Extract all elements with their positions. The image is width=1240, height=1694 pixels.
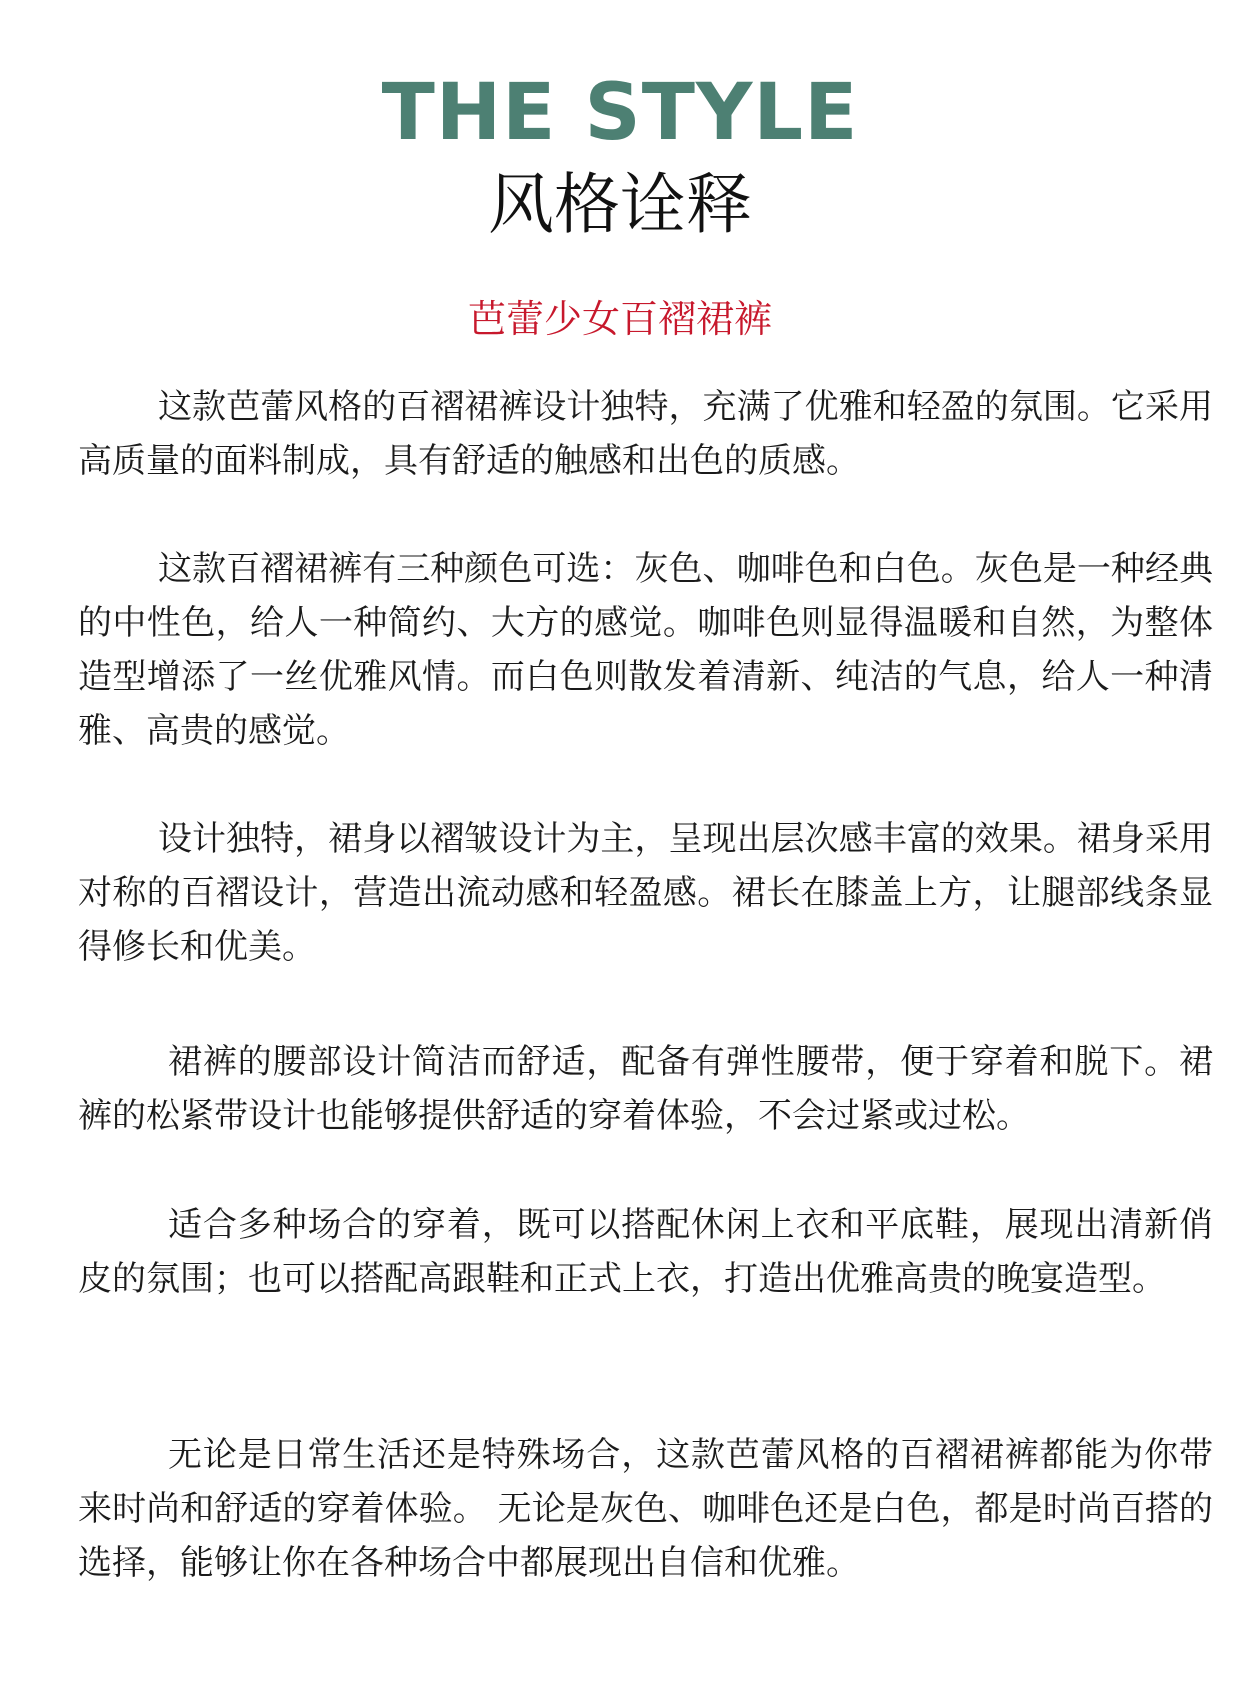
page-title-english: THE STYLE: [381, 68, 859, 158]
product-subtitle: 芭蕾少女百褶裙裤: [467, 297, 772, 341]
page-title-chinese: 风格诠释: [488, 166, 752, 243]
paragraph-waist: 裙裤的腰部设计简洁而舒适，配备有弹性腰带，便于穿着和脱下。裙裤的松紧带设计也能够提供舒适的穿着体验，不会过紧或过松。: [78, 1042, 1213, 1136]
paragraph-conclusion: 无论是日常生活还是特殊场合，这款芭蕾风格的百褶裙裤都能为你带来时尚和舒适的穿着体验。 无论是灰色、咖啡色还是白色，都是时尚百搭的选择，能够让你在各种场合中都展现出自信和优雅。: [78, 1435, 1213, 1583]
paragraph-colors: 这款百褶裙裤有三种颜色可选：灰色、咖啡色和白色。灰色是一种经典的中性色，给人一种简约、大方的感觉。咖啡色则显得温暖和自然，为整体造型增添了一丝优雅风情。而白色则散发着清新、纯洁的气息，给人一种清雅、高贵的感觉。: [78, 549, 1213, 751]
paragraph-occasions: 适合多种场合的穿着，既可以搭配休闲上衣和平底鞋，展现出清新俏皮的氛围；也可以搭配高跟鞋和正式上衣，打造出优雅高贵的晚宴造型。: [78, 1205, 1213, 1299]
paragraph-design: 设计独特，裙身以褶皱设计为主，呈现出层次感丰富的效果。裙身采用对称的百褶设计，营造出流动感和轻盈感。裙长在膝盖上方，让腿部线条显得修长和优美。: [78, 819, 1213, 967]
paragraph-intro: 这款芭蕾风格的百褶裙裤设计独特，充满了优雅和轻盈的氛围。它采用高质量的面料制成，具有舒适的触感和出色的质感。: [78, 387, 1213, 481]
